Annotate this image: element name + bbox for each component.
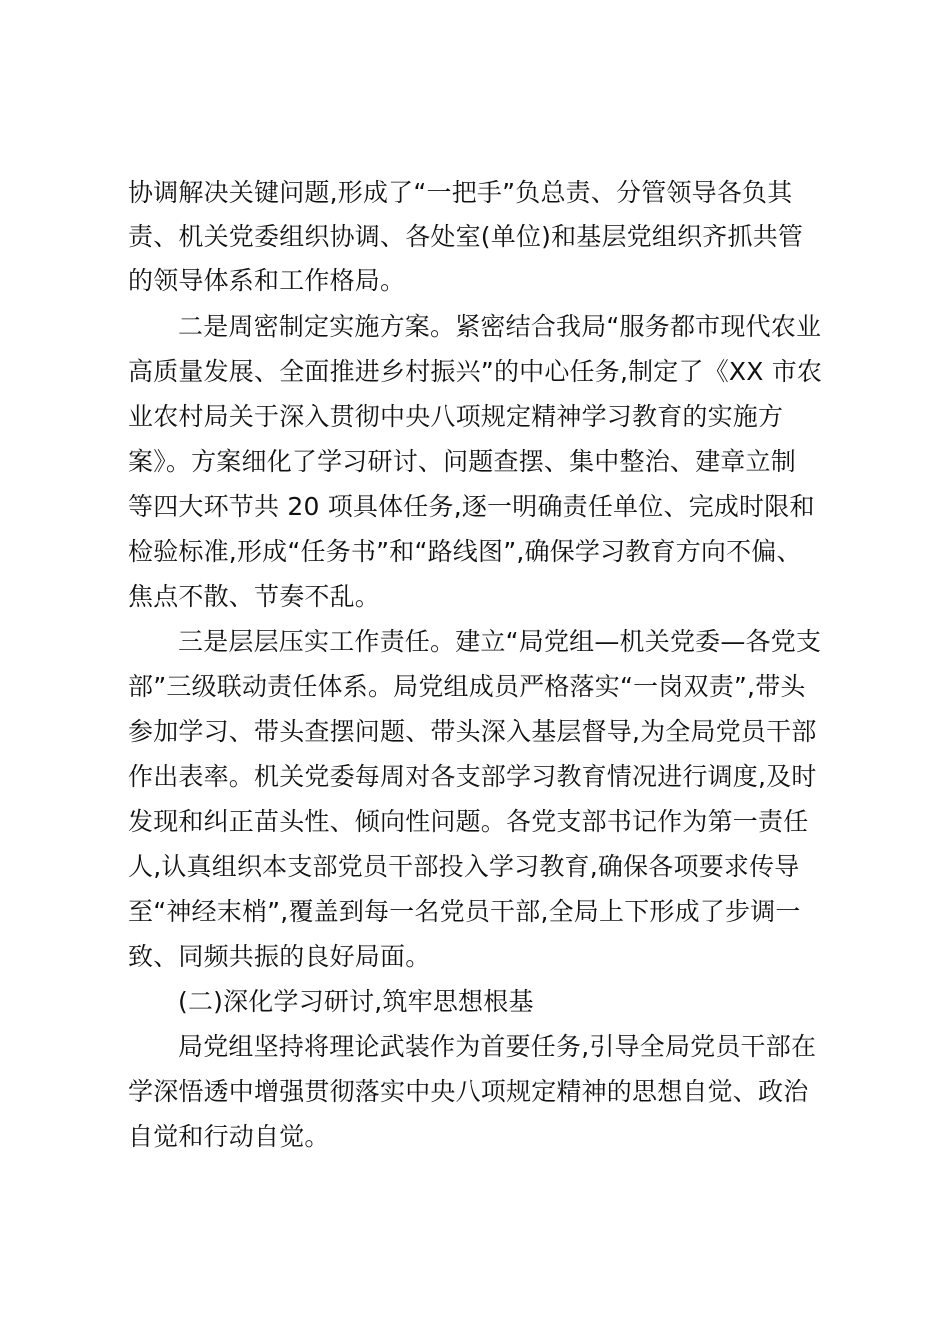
- text-line: 案》。方案细化了学习研讨、问题查摆、集中整治、建章立制: [128, 447, 796, 476]
- text-line: 部”三级联动责任体系。局党组成员严格落实“一岗双责”,带头: [128, 672, 806, 701]
- text-line: 发现和纠正苗头性、倾向性问题。各党支部书记作为第一责任: [128, 807, 809, 836]
- text-line: 检验标准,形成“任务书”和“路线图”,确保学习教育方向不偏、: [128, 537, 802, 566]
- text-line: 责、机关党委组织协调、各处室(单位)和基层党组织齐抓共管: [128, 222, 804, 251]
- paragraph-start-line: 局党组坚持将理论武装作为首要任务,引导全局党员干部在: [178, 1032, 817, 1061]
- text-line: 焦点不散、节奏不乱。: [128, 582, 381, 611]
- text-line: 至“神经末梢”,覆盖到每一名党员干部,全局上下形成了步调一: [128, 897, 801, 926]
- text-line: 业农村局关于深入贯彻中央八项规定精神学习教育的实施方: [128, 402, 784, 431]
- text-line: 人,认真组织本支部党员干部投入学习教育,确保各项要求传导: [128, 852, 800, 881]
- text-line: 致、同频共振的良好局面。: [128, 942, 431, 971]
- paragraph-start-line: 二是周密制定实施方案。紧密结合我局“服务都市现代农业: [178, 312, 822, 341]
- paragraph-start-line: 三是层层压实工作责任。建立“局党组—机关党委—各党支: [178, 627, 822, 656]
- text-line: 自觉和行动自觉。: [128, 1122, 330, 1151]
- text-line: 协调解决关键问题,形成了“一把手”负总责、分管领导各负其: [128, 178, 793, 207]
- text-line: 学深悟透中增强贯彻落实中央八项规定精神的思想自觉、政治: [128, 1077, 809, 1106]
- text-line: 参加学习、带头查摆问题、带头深入基层督导,为全局党员干部: [128, 717, 817, 746]
- text-line: 作出表率。机关党委每周对各支部学习教育情况进行调度,及时: [128, 762, 817, 791]
- text-line: 等四大环节共 20 项具体任务,逐一明确责任单位、完成时限和: [128, 492, 815, 521]
- section-heading: (二)深化学习研讨,筑牢思想根基: [178, 987, 534, 1016]
- text-line: 高质量发展、全面推进乡村振兴”的中心任务,制定了《XX 市农: [128, 357, 823, 386]
- text-line: 的领导体系和工作格局。: [128, 266, 406, 295]
